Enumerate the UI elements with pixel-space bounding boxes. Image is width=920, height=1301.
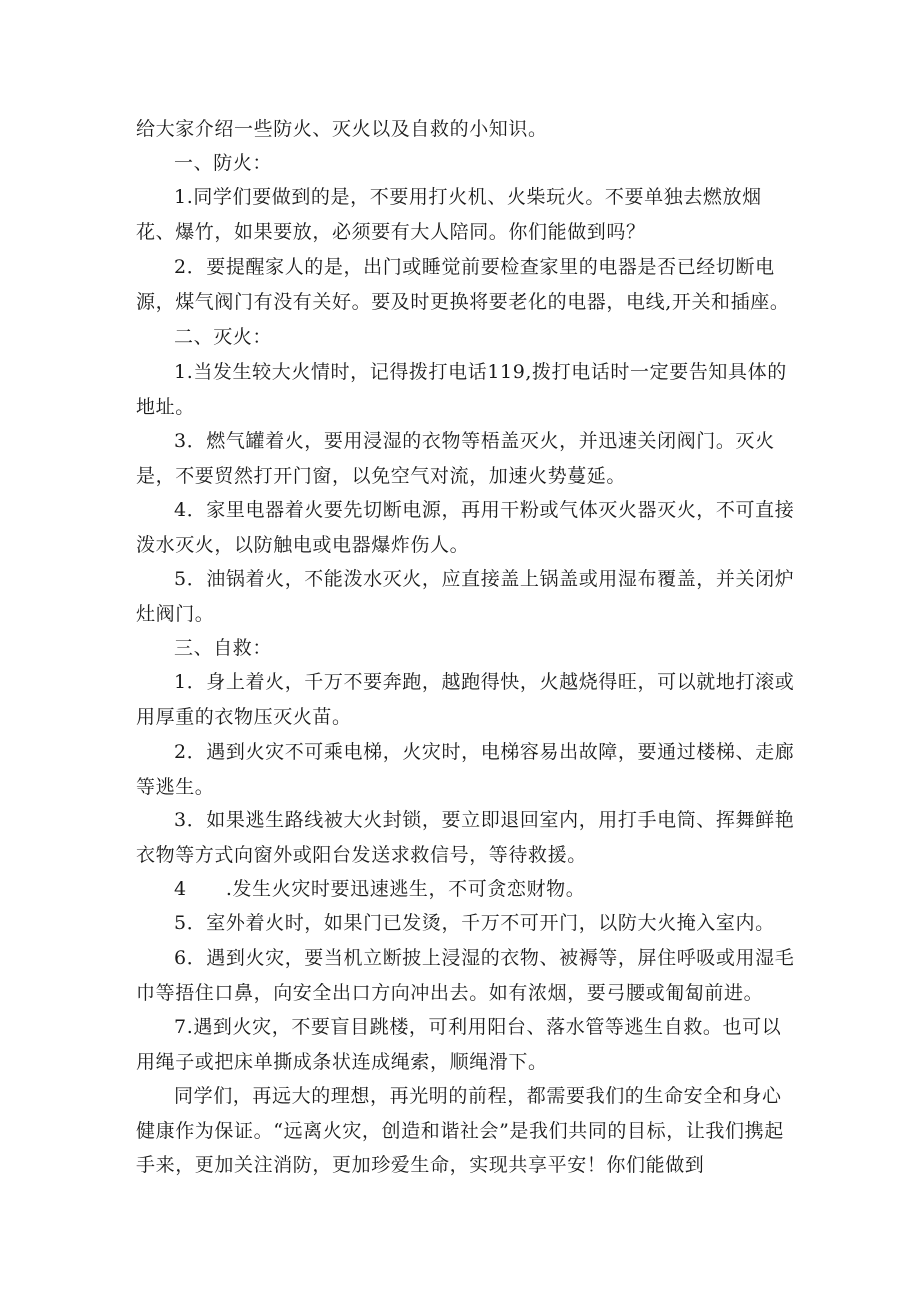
self-rescue-item-3: 3．如果逃生路线被大火封锁，要立即退回室内，用打手电筒、挥舞鲜艳衣物等方式向窗外或阳台发送求救信号，等待救援。 (136, 809, 795, 866)
section-heading-self-rescue: 三、自救： (174, 637, 273, 659)
firefighting-item-5: 5．油锅着火，不能泼水灭火，应直接盖上锅盖或用湿布覆盖，并关闭炉灶阀门。 (136, 568, 795, 625)
firefighting-item-3: 3．燃气罐着火，要用浸湿的衣物等梧盖灭火，并迅速关闭阀门。灭火是，不要贸然打开门窗，以免空气对流，加速火势蔓延。 (136, 430, 775, 487)
section-heading-firefighting: 二、灭火： (174, 326, 273, 348)
prevention-item-2: 2．要提醒家人的是，出门或睡觉前要检查家里的电器是否已经切断电源，煤气阀门有没有关好。要及时更换将要老化的电器，电线,开关和插座。 (136, 256, 790, 313)
self-rescue-item-1: 1．身上着火，千万不要奔跑，越跑得快，火越烧得旺，可以就地打滚或用厚重的衣物压灭火苗。 (136, 671, 795, 728)
intro-paragraph: 给大家介绍一些防火、灭火以及自救的小知识。 (136, 118, 548, 140)
closing-paragraph: 同学们，再远大的理想，再光明的前程，都需要我们的生命安全和身心健康作为保证。“远离火灾，创造和谐社会”是我们共同的目标，让我们携起手来，更加关注消防，更加珍爱生命，实现共享平安！你们能做到 (136, 1085, 784, 1176)
self-rescue-item-2: 2．遇到火灾不可乘电梯，火灾时，电梯容易出故障，要通过楼梯、走廊等逃生。 (136, 741, 795, 798)
prevention-item-1: 1.同学们要做到的是，不要用打火机、火柴玩火。不要单独去燃放烟花、爆竹，如果要放，必须要有大人陪同。你们能做到吗？ (136, 186, 762, 243)
section-heading-fire-prevention: 一、防火： (174, 152, 273, 174)
self-rescue-item-5: 5．室外着火时，如果门已发烫，千万不可开门，以防大火掩入室内。 (174, 912, 775, 934)
firefighting-item-1: 1.当发生较大火情时，记得拨打电话119,拨打电话时一定要告知具体的地址。 (136, 361, 787, 418)
firefighting-item-4: 4．家里电器着火要先切断电源，再用干粉或气体灭火器灭火，不可直接泼水灭火，以防触电或电器爆炸伤人。 (136, 499, 795, 556)
self-rescue-item-6: 6．遇到火灾，要当机立断披上浸湿的衣物、被褥等，屏住呼吸或用湿毛巾等捂住口鼻，向安全出口方向冲出去。如有浓烟，要弓腰或匍匐前进。 (136, 947, 795, 1004)
self-rescue-item-4: 4 .发生火灾时要迅速逃生，不可贪恋财物。 (174, 878, 586, 900)
self-rescue-item-7: 7.遇到火灾，不要盲目跳楼，可利用阳台、落水管等逃生自救。也可以用绳子或把床单撕成条状连成绳索，顺绳滑下。 (136, 1016, 782, 1073)
